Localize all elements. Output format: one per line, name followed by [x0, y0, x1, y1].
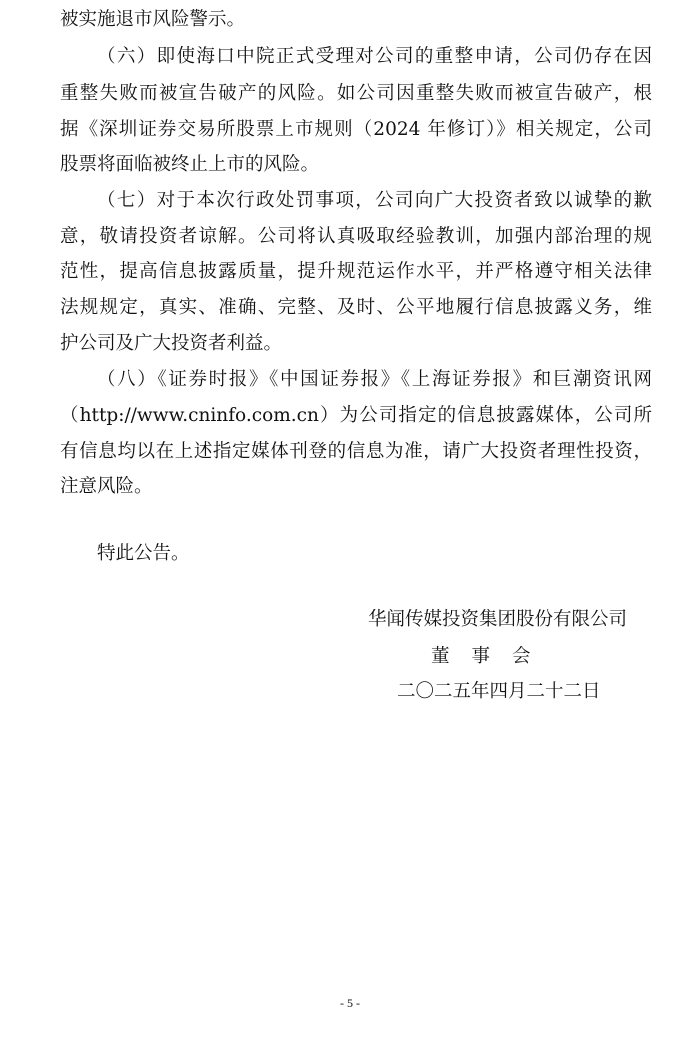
text-line: 有信息均以在上述指定媒体刊登的信息为准，请广大投资者理性投资，	[60, 441, 652, 462]
text-line: 意，敬请投资者谅解。公司将认真吸取经验教训，加强内部治理的规	[60, 226, 652, 247]
page-number: - 5 -	[340, 996, 360, 1010]
text-line: （七）对于本次行政处罚事项，公司向广大投资者致以诚挚的歉	[97, 190, 652, 211]
signature-board: 董事会	[431, 646, 553, 667]
signature-date: 二〇二五年四月二十二日	[397, 681, 601, 702]
text-line: （八）《证券时报》《中国证券报》《上海证券报》和巨潮资讯网	[97, 369, 652, 390]
text-line: 重整失败而被宣告破产的风险。如公司因重整失败而被宣告破产，根	[60, 83, 652, 104]
text-line: 护公司及广大投资者利益。	[60, 333, 283, 354]
text-line: （六）即使海口中院正式受理对公司的重整申请，公司仍存在因	[97, 46, 652, 67]
signature-company: 华闻传媒投资集团股份有限公司	[368, 609, 628, 630]
text-line: 据《深圳证券交易所股票上市规则（2024 年修订）》相关规定，公司	[60, 119, 652, 140]
text-line: 法规规定，真实、准确、完整、及时、公平地履行信息披露义务，维	[60, 297, 652, 318]
text-line: 范性，提高信息披露质量，提升规范运作水平，并严格遵守相关法律	[60, 261, 652, 282]
closing-statement: 特此公告。	[97, 543, 190, 564]
text-line: 被实施退市风险警示。	[60, 9, 246, 30]
text-line: 股票将面临被终止上市的风险。	[60, 154, 320, 175]
text-line: （http://www.cninfo.com.cn）为公司指定的信息披露媒体，公司所	[60, 405, 652, 426]
text-line: 注意风险。	[60, 476, 153, 497]
